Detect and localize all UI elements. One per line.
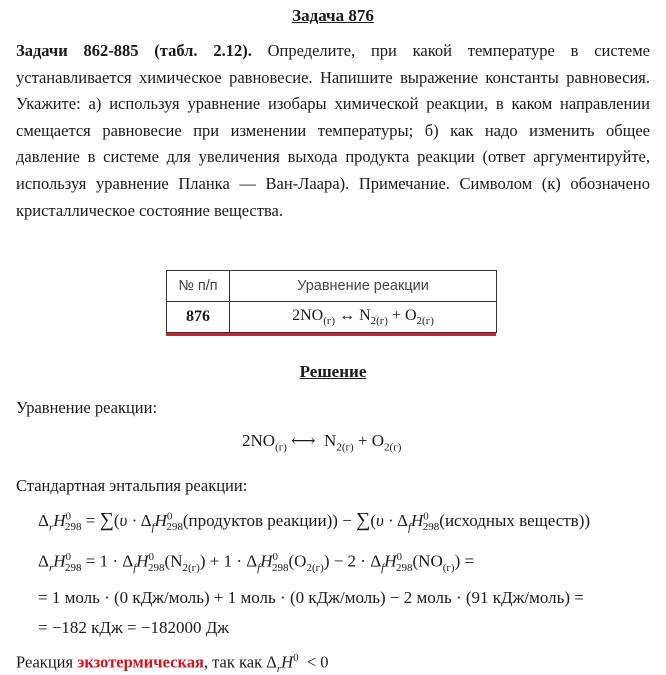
reaction-equation: $2NO_{(г)}$ ⟷ $N_{2(г)} + O_{2(г)}$ xyxy=(242,431,402,454)
enthalpy-substitution: = 1 моль · (0 кДж/моль) + 1 моль · (0 кДж/моль) − 2 моль · (91 кДж/моль) = xyxy=(38,588,584,607)
reaction-label: Уравнение реакции: xyxy=(16,398,158,417)
exothermic-highlight: экзотермическая xyxy=(77,652,204,672)
task-reference: Задачи 862-885 (табл. 2.12). xyxy=(16,41,252,60)
table-header-reaction: Уравнение реакции xyxy=(230,271,497,302)
solution-heading: Решение xyxy=(299,362,367,381)
table-row-reaction: $2NO_{(г)}$ ↔ $N_{2(г)} + O_{2(г)}$ xyxy=(230,302,497,333)
task-text: Определите, при какой температуре в системе устанавливается химическое равновесие. Напишите выражение константы равновесия. Укажите: а) используя уравнение изобары химической реакции, в каком направлении смещается равновесие при изменении температуры; б) как надо изменить общее давление в системе для увеличения выхода продукта реакции (ответ аргументируйте, используя уравнение Планка — Ван-Лаара). Примечание. Символом (к) обозначено кристаллическое состояние вещества. xyxy=(16,41,650,220)
table-header-number: № п/п xyxy=(167,271,230,302)
enthalpy-label: Стандартная энтальпия реакции: xyxy=(16,476,248,495)
page-title: Задача 876 xyxy=(292,6,374,25)
conclusion-prefix: Реакция xyxy=(16,652,78,672)
reactants-term: (исходных веществ) xyxy=(439,511,585,530)
table-row-number: 876 xyxy=(167,302,230,333)
conclusion-line: Реакция экзотермическая, так как $\Delta_rH^0 < 0$ xyxy=(16,652,329,675)
reaction-table xyxy=(166,270,497,333)
conclusion-suffix: , так как Δ xyxy=(203,652,277,672)
enthalpy-formula-general: $\Delta_rH^0_{298} = \sum(\upsilon$ · $\Delta_fH^0_{298}(продуктов$ реакции)) − $\sum(\upsilon \cdot \Delta_fH^0_{298}(исходных$ веществ)) xyxy=(38,509,591,534)
enthalpy-result: = −182 кДж = −182000 Дж xyxy=(38,618,230,637)
conclusion-tail: < 0 xyxy=(306,652,329,672)
task-statement xyxy=(16,38,650,224)
products-term: (продуктов реакции) xyxy=(182,511,333,530)
enthalpy-formula-specific: $\Delta_rH^0_{298} = 1 \cdot \Delta_fH^0_{298}(N_{2(г)}) + 1 \cdot \Delta_fH^0_{298}(O_{2(г)}) - 2 \cdot \Delta_fH^0_{298}(NO_{(г)})$ = xyxy=(38,551,475,575)
table-underline xyxy=(166,333,496,336)
